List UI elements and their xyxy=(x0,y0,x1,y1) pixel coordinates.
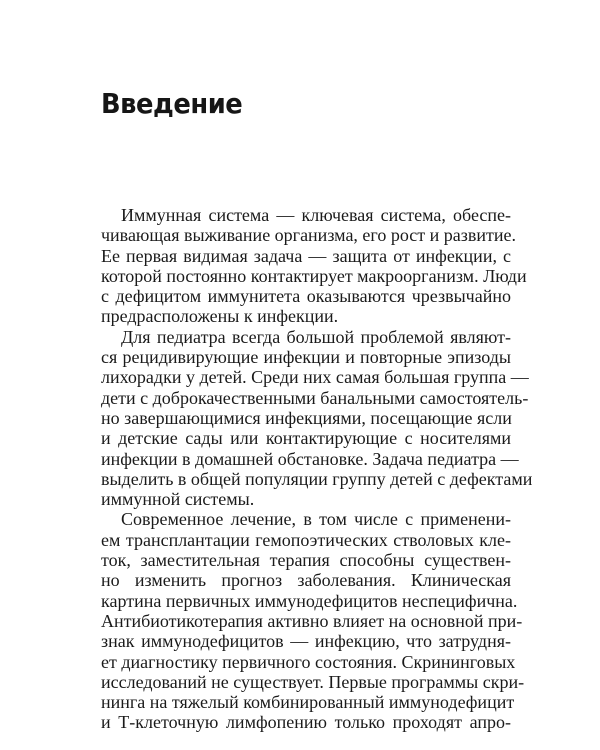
paragraph-1-line: предрасположены к инфекции. xyxy=(101,306,339,327)
paragraph-3-line: Современное лечение, в том числе с применени- xyxy=(121,509,511,530)
paragraph-2-line: ся рецидивирующие инфекции и повторные эпизоды xyxy=(101,347,511,368)
paragraph-2-line: и детские сады или контактирующие с носителями xyxy=(101,428,511,449)
paragraph-2-line: но завершающимися инфекциями, посещающие ясли xyxy=(101,407,512,428)
paragraph-1-line: с дефицитом иммунитета оказываются чрезвычайно xyxy=(101,286,511,307)
paragraph-1-line: Ее первая видимая задача — защита от инфекции, с xyxy=(101,245,511,266)
paragraph-3-line: и Т-клеточную лимфопению только проходят апро- xyxy=(101,712,511,733)
body-text xyxy=(101,205,533,733)
paragraph-3-line: Антибиотикотерапия активно влияет на основной при- xyxy=(101,610,523,631)
paragraph-2-line: дети с доброкачественными банальными самостоятель- xyxy=(101,387,529,408)
paragraph-3-line: знак иммунодефицитов — инфекцию, что затрудня- xyxy=(101,631,511,652)
paragraph-3-line: картина первичных иммунодефицитов неспецифична. xyxy=(101,590,518,611)
paragraph-2-line: выделить в общей популяции группу детей с дефектами xyxy=(101,468,533,489)
paragraph-2-line: иммунной системы. xyxy=(101,489,255,510)
paragraph-2-line: Для педиатра всегда большой проблемой являют- xyxy=(121,326,511,347)
paragraph-3-line: ток, заместительная терапия способны существен- xyxy=(101,550,511,571)
paragraph-3-line: исследований не существует. Первые программы скри- xyxy=(101,671,525,692)
paragraph-1-line: которой постоянно контактирует макроорганизм. Люди xyxy=(101,265,527,286)
paragraph-3-line: нинга на тяжелый комбинированный иммунодефицит xyxy=(101,692,515,713)
paragraph-3-line: ет диагностику первичного состояния. Скрининговых xyxy=(101,651,516,672)
paragraph-1-line: Иммунная система — ключевая система, обеспе- xyxy=(121,205,511,225)
chapter-heading: Введение xyxy=(101,87,243,120)
paragraph-2-line: лихорадки у детей. Среди них самая большая группа — xyxy=(101,367,529,388)
paragraph-3-line: но изменить прогноз заболевания. Клиническая xyxy=(101,570,511,591)
paragraph-2-line: инфекции в домашней обстановке. Задача педиатра — xyxy=(101,448,519,469)
paragraph-3-line: ем трансплантации гемопоэтических стволовых кле- xyxy=(101,529,511,550)
paragraph-1-line: чивающая выживание организма, его рост и развитие. xyxy=(101,225,517,246)
